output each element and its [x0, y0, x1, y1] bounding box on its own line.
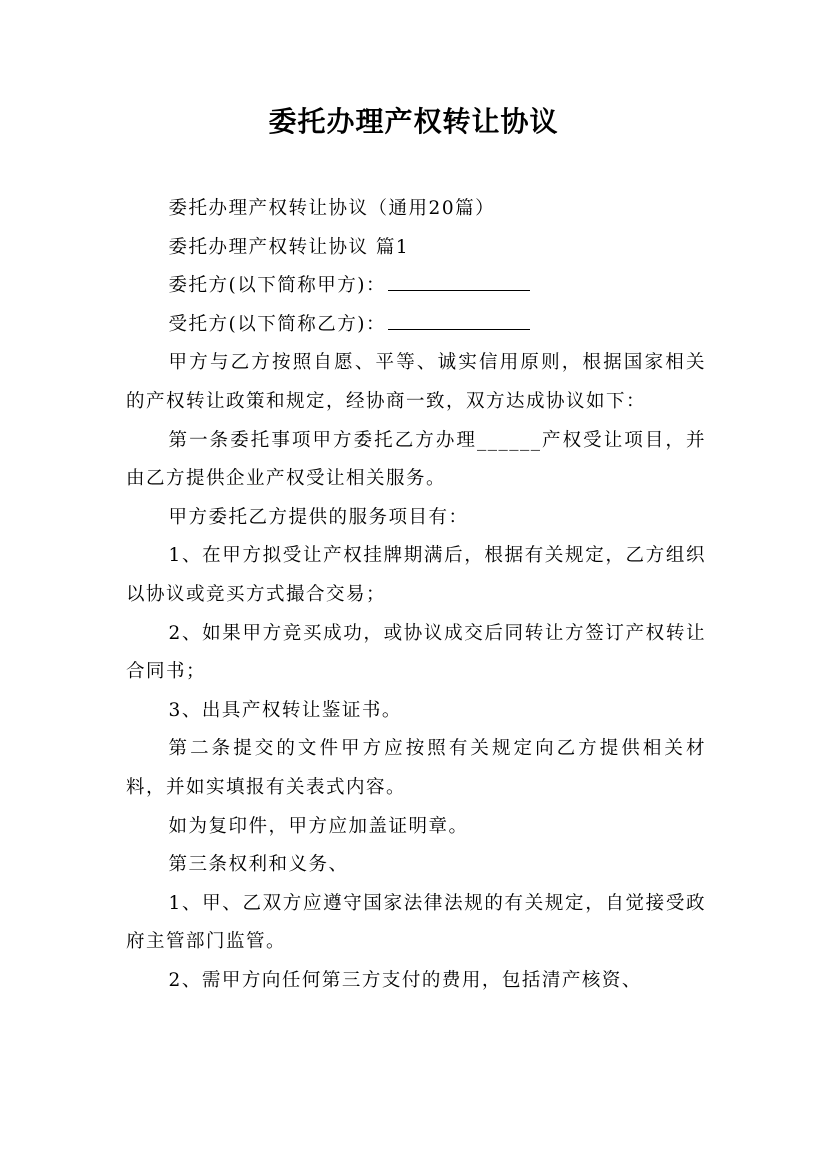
- paragraph-obligation-1: 1、甲、乙双方应遵守国家法律法规的有关规定，自觉接受政府主管部门监管。: [126, 892, 706, 953]
- paragraph-article-3: 第三条权利和义务、: [168, 854, 349, 876]
- paragraph-copy-note: 如为复印件，甲方应加盖证明章。: [168, 815, 469, 837]
- party-b-line: [126, 306, 706, 345]
- paragraph-article-2: 第二条提交的文件甲方应按照有关规定向乙方提供相关材料，并如实填报有关表式内容。: [126, 738, 706, 798]
- paragraph-service-items: 甲方委托乙方提供的服务项目有：: [168, 506, 469, 528]
- document-body: [126, 190, 706, 1000]
- party-b-label: 受托方(以下简称乙方)：: [168, 313, 386, 335]
- paragraph-service-3: 3、出具产权转让鉴证书。: [168, 699, 402, 721]
- paragraph-article-1: 第一条委托事项甲方委托乙方办理______产权受让项目，并由乙方提供企业产权受让相关服务。: [126, 429, 706, 490]
- document-title: 委托办理产权转让协议: [268, 105, 559, 138]
- paragraph-service-2: 2、如果甲方竞买成功，或协议成交后同转让方签订产权转让合同书；: [126, 622, 706, 683]
- paragraph-principles: 甲方与乙方按照自愿、平等、诚实信用原则，根据国家相关的产权转让政策和规定，经协商一致，双方达成协议如下：: [126, 352, 706, 412]
- party-a-line: [126, 267, 706, 306]
- party-a-blank: [388, 272, 530, 291]
- party-a-label: 委托方(以下简称甲方)：: [168, 275, 386, 297]
- paragraph-obligation-2: 2、需甲方向任何第三方支付的费用，包括清产核资、: [168, 969, 642, 991]
- party-b-blank: [388, 311, 530, 330]
- chapter-heading: 委托办理产权转让协议 篇1: [168, 236, 410, 258]
- paragraph-service-1: 1、在甲方拟受让产权挂牌期满后，根据有关规定，乙方组织以协议或竞买方式撮合交易；: [126, 545, 706, 605]
- document-subtitle: 委托办理产权转让协议（通用20篇）: [168, 198, 496, 219]
